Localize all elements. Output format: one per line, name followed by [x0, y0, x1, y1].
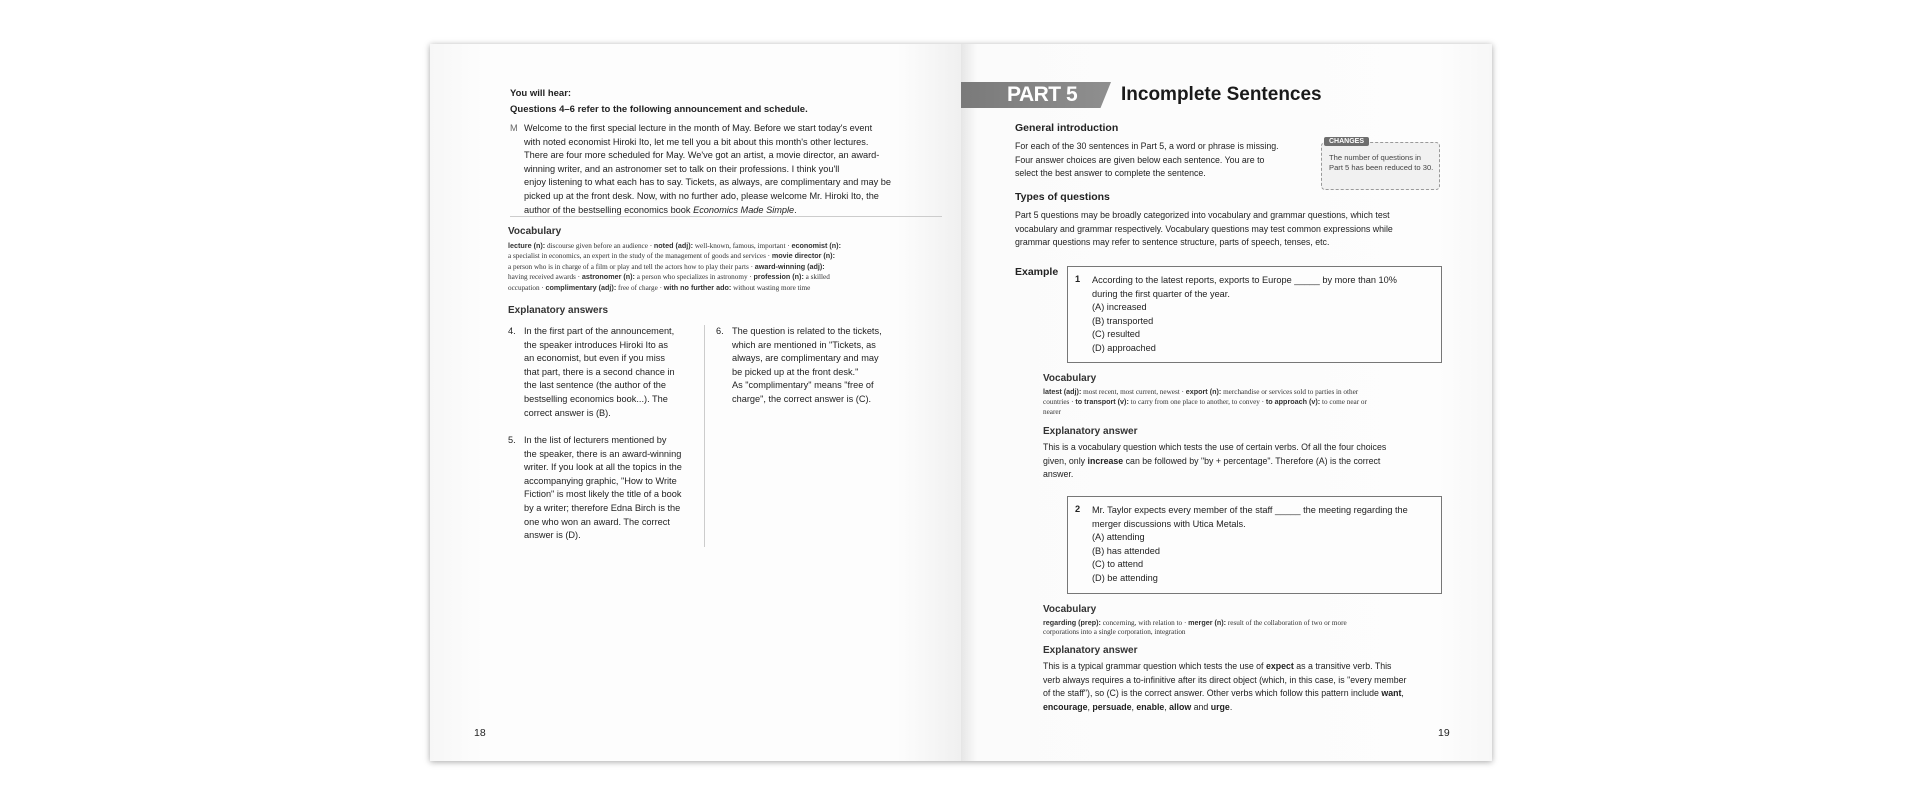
text-segment: to come near or — [1320, 398, 1367, 407]
transcript-line: enjoy listening to what each has to say. Tickets, as always, are complimentary and may be — [524, 177, 891, 188]
page-number-left: 18 — [474, 727, 486, 739]
changes-text: The number of questions in Part 5 has been reduced to 30. — [1329, 153, 1434, 172]
text-segment: corporations into a single corporation, integration — [1043, 628, 1186, 637]
transcript-line: There are four more scheduled for May. We've got an artist, a movie director, an award- — [524, 150, 880, 161]
text-line — [1043, 468, 1463, 482]
term: latest (adj): — [1043, 387, 1082, 396]
text-segment: most recent, most current, newest · — [1081, 388, 1186, 396]
answer-number: 6. — [716, 326, 724, 336]
answer-option: (D) approached — [1092, 342, 1156, 353]
types-text — [1015, 209, 1455, 250]
term: expect — [1265, 661, 1294, 671]
text-line — [1043, 441, 1463, 455]
answer-option: (B) transported — [1092, 315, 1154, 326]
term: noted (adj): — [653, 241, 694, 250]
text-segment: , — [1401, 688, 1404, 699]
answer-line: As "complimentary" means "free of — [732, 380, 874, 391]
vocabulary-line — [508, 283, 948, 293]
text-segment: concerning, with relation to · — [1100, 619, 1189, 627]
book-title: Economics Made Simple — [693, 204, 795, 215]
vocabulary-line — [1043, 387, 1463, 397]
transcript — [524, 122, 944, 217]
answer-line: answer is (D). — [524, 530, 581, 541]
text-segment: and — [1191, 701, 1211, 712]
text-segment: a skilled — [803, 273, 830, 282]
answer-4 — [508, 325, 708, 425]
text-segment: countries · — [1043, 398, 1076, 407]
text-segment: , — [1087, 701, 1093, 712]
answer-line: always, are complimentary and may — [732, 353, 879, 364]
vocabulary-1-heading: Vocabulary — [1043, 373, 1097, 384]
page-number-right: 19 — [1438, 727, 1450, 739]
answer-6 — [716, 325, 916, 415]
question-2-box — [1067, 496, 1442, 594]
vocabulary-line — [508, 241, 948, 251]
answer-number: 4. — [508, 326, 516, 336]
answer-option: (C) resulted — [1092, 329, 1140, 340]
text-line: For each of the 30 sentences in Part 5, a word or phrase is missing. — [1015, 141, 1279, 151]
term: increase — [1087, 455, 1124, 466]
question-number: 1 — [1075, 274, 1081, 284]
text-line: Four answer choices are given below each sentence. You are to — [1015, 154, 1265, 165]
term: economist (n): — [791, 241, 841, 250]
vocabulary-line — [1043, 628, 1463, 637]
answer-line: one who won an award. The correct — [524, 516, 670, 527]
answer-line: bestselling economics book...). The — [524, 393, 668, 404]
text-segment: a person who is in charge of a film or play and tell the actors how to play their parts · — [508, 262, 755, 271]
term: profession (n): — [753, 272, 804, 282]
vocabulary-line — [1043, 408, 1463, 417]
term: encourage — [1043, 701, 1088, 712]
answer-line: the speaker, there is an award-winning — [524, 448, 682, 459]
answer-line: the speaker introduces Hiroki Ito as — [524, 339, 669, 350]
answer-line: an economist, but even if you miss — [524, 353, 665, 364]
answer-number: 5. — [508, 435, 516, 445]
answer-line: charge", the correct answer is (C). — [732, 393, 872, 404]
vocabulary-line — [1043, 397, 1463, 407]
text-line — [1043, 455, 1463, 469]
question-line: According to the latest reports, exports to Europe _____ by more than 10% — [1092, 275, 1397, 285]
text-segment: occupation · — [508, 283, 546, 292]
text-line — [1043, 687, 1463, 701]
vocabulary-line — [508, 251, 948, 261]
text-segment: answer. — [1043, 469, 1074, 480]
text-segment: well-known, famous, important · — [693, 242, 792, 250]
term: complimentary (adj): — [545, 282, 617, 292]
answer-line: the last sentence (the author of the — [524, 380, 666, 391]
answer-line: be picked up at the front desk." — [732, 366, 859, 377]
term: regarding (prep): — [1043, 618, 1101, 627]
text-line: select the best answer to complete the sentence. — [1015, 168, 1206, 179]
question-1-box — [1067, 266, 1442, 363]
answer-line: which are mentioned in "Tickets, as — [732, 339, 876, 350]
vocabulary-line — [508, 262, 948, 272]
book-spread — [430, 44, 1492, 761]
term: merger (n): — [1188, 618, 1227, 627]
text-segment: given, only — [1043, 455, 1088, 466]
answer-line: accompanying graphic, "How to Write — [524, 475, 677, 486]
types-heading: Types of questions — [1015, 191, 1110, 203]
text-segment: , — [1164, 701, 1170, 712]
term: astronomer (n): — [581, 272, 635, 282]
term: enable — [1136, 701, 1165, 712]
question-1-text — [1092, 274, 1397, 356]
explanatory-1-text — [1043, 441, 1463, 482]
answer-line: In the list of lecturers mentioned by — [524, 435, 667, 445]
answer-line: writer. If you look at all the topics in the — [524, 462, 682, 473]
term: urge — [1210, 701, 1230, 712]
answer-line: by a writer; therefore Edna Birch is the — [524, 502, 681, 513]
question-line: Mr. Taylor expects every member of the staff _____ the meeting regarding the — [1092, 505, 1408, 515]
answer-option: (D) be attending — [1092, 572, 1158, 583]
answer-line: In the first part of the announcement, — [524, 326, 675, 336]
questions-heading: Questions 4–6 refer to the following announcement and schedule. — [510, 104, 808, 115]
text-line — [1043, 660, 1463, 674]
transcript-line: picked up at the front desk. Now, with no further ado, please welcome Mr. Hiroki Ito, the — [524, 190, 879, 201]
term: award-winning (adj): — [754, 261, 825, 271]
you-will-hear-label: You will hear: — [510, 88, 572, 99]
answer-line: The question is related to the tickets, — [732, 326, 882, 336]
text-line: Part 5 questions may be broadly categorized into vocabulary and grammar questions, which test — [1015, 210, 1390, 220]
term: to transport (v): — [1075, 397, 1129, 407]
term: persuade — [1092, 701, 1132, 712]
vocabulary-list — [508, 241, 948, 293]
transcript-line: winning writer, and an astronomer set to talk on their professions. I think you'll — [524, 163, 840, 174]
transcript-line: Welcome to the first special lecture in the month of May. Before we start today's event — [524, 123, 873, 133]
term: to approach (v): — [1265, 397, 1321, 407]
general-intro-text — [1015, 140, 1315, 181]
text-segment: This is a vocabulary question which tests the use of certain verbs. Of all the four choices — [1043, 442, 1387, 452]
answer-option: (A) attending — [1092, 532, 1145, 543]
general-intro-heading: General introduction — [1015, 122, 1119, 134]
right-page — [961, 44, 1492, 761]
answer-option: (A) increased — [1092, 302, 1147, 313]
text-line: vocabulary and grammar respectively. Vocabulary questions may test common expressions while — [1015, 223, 1393, 234]
vocabulary-2-list — [1043, 618, 1463, 638]
text-segment: verb always requires a to-infinitive after its direct object (which, in this case, is "every member — [1043, 674, 1407, 685]
text-segment: can be followed by "by + percentage". Therefore (A) is the correct — [1123, 455, 1381, 466]
answer-option: (B) has attended — [1092, 545, 1160, 556]
question-number: 2 — [1075, 504, 1081, 514]
vocabulary-line — [508, 272, 948, 282]
text-segment: having received awards · — [508, 273, 582, 282]
text-segment: without wasting more time — [731, 283, 811, 292]
example-label: Example — [1015, 266, 1059, 278]
term: movie director (n): — [771, 251, 835, 261]
vocabulary-2-heading: Vocabulary — [1043, 604, 1097, 615]
left-page — [430, 44, 961, 761]
vocabulary-line — [1043, 618, 1463, 628]
explanatory-answers-heading: Explanatory answers — [508, 305, 609, 316]
vocabulary-1-list — [1043, 387, 1463, 417]
part-label: PART 5 — [1007, 83, 1078, 106]
divider — [510, 216, 942, 217]
question-2-text — [1092, 504, 1408, 586]
term: with no further ado: — [663, 282, 732, 292]
explanatory-1-heading: Explanatory answer — [1043, 426, 1138, 437]
transcript-line: with noted economist Hiroki Ito, let me tell you a bit about this month's other lectures. — [524, 136, 869, 147]
text-segment: This is a typical grammar question which tests the use of — [1043, 661, 1266, 671]
text-segment: , — [1131, 701, 1137, 712]
text-segment: merchandise or services sold to parties in other — [1221, 388, 1359, 396]
term: export (n): — [1185, 387, 1222, 396]
question-line: during the first quarter of the year. — [1092, 288, 1230, 299]
answer-line: correct answer is (B). — [524, 407, 611, 418]
term: allow — [1169, 701, 1192, 712]
text-segment: discourse given before an audience · — [545, 242, 654, 250]
vocabulary-heading: Vocabulary — [508, 226, 562, 237]
text-segment: a specialist in economics, an expert in the study of the management of goods and services · — [508, 252, 772, 261]
text-segment: free of charge · — [616, 283, 664, 292]
text-segment: of the staff"), so (C) is the correct answer. Other verbs which follow this pattern include — [1043, 688, 1382, 699]
answer-option: (C) to attend — [1092, 559, 1144, 570]
speaker-marker: M — [510, 123, 518, 133]
transcript-line-last: author of the bestselling economics book Economics Made Simple. — [524, 204, 797, 215]
question-line: merger discussions with Utica Metals. — [1092, 518, 1246, 529]
text-segment: result of the collaboration of two or more — [1226, 619, 1347, 627]
changes-tag: CHANGES — [1324, 137, 1369, 146]
part-title: Incomplete Sentences — [1121, 84, 1322, 105]
text-line — [1043, 701, 1463, 715]
explanatory-2-heading: Explanatory answer — [1043, 645, 1138, 656]
text-segment: to carry from one place to another, to convey · — [1128, 398, 1266, 407]
column-divider — [704, 325, 705, 547]
text-line: grammar questions may refer to sentence structure, parts of speech, tenses, etc. — [1015, 237, 1330, 248]
explanatory-2-text — [1043, 660, 1463, 714]
answer-line: Fiction" is most likely the title of a book — [524, 489, 682, 500]
term: want — [1381, 688, 1402, 699]
text-segment: . — [1229, 701, 1233, 712]
text-segment: as a transitive verb. This — [1293, 661, 1392, 671]
answer-5 — [508, 434, 718, 554]
answer-line: that part, there is a second chance in — [524, 366, 675, 377]
term: lecture (n): — [508, 241, 546, 250]
text-segment: nearer — [1043, 407, 1061, 416]
text-segment: a person who specializes in astronomy · — [634, 273, 754, 282]
text-line — [1043, 674, 1463, 688]
